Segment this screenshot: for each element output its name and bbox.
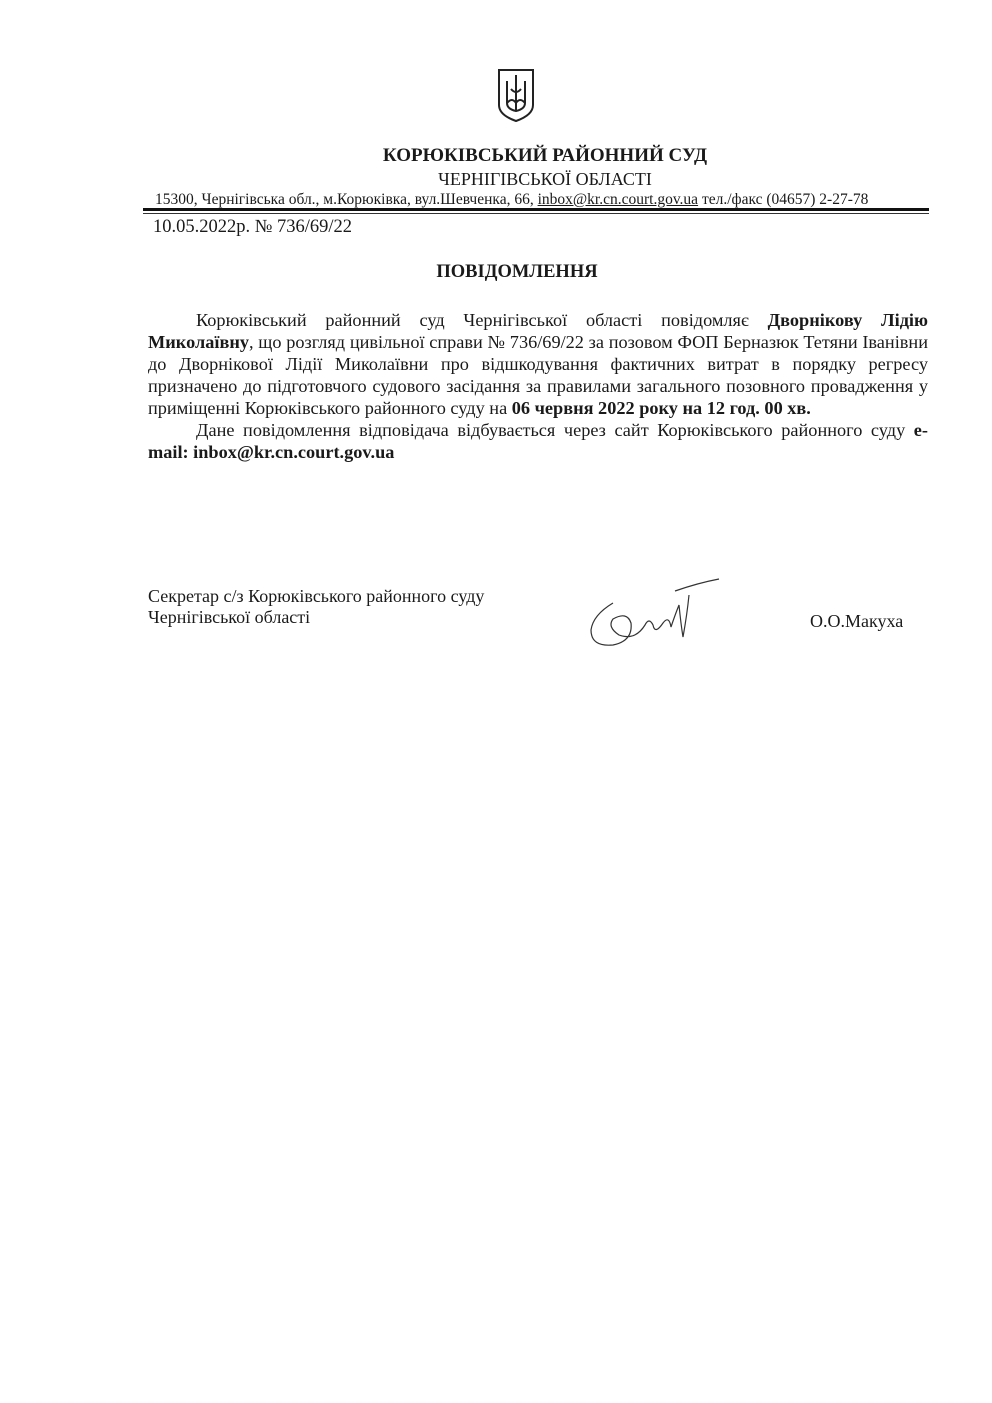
- header-rule-thick: [143, 208, 929, 211]
- court-region: ЧЕРНІГІВСЬКОЇ ОБЛАСТІ: [438, 169, 652, 189]
- signatory-name: О.О.Макуха: [810, 611, 904, 631]
- text: Корюківський районний суд Чернігівської області повідомляє: [196, 310, 768, 330]
- text: Дане повідомлення відповідача відбувається через сайт Корюківського районного суду: [196, 420, 914, 440]
- paragraph-2: [148, 419, 928, 463]
- paragraph-1: [148, 309, 928, 419]
- position-line: Секретар с/з Корюківського районного суду: [148, 586, 485, 606]
- court-name: КОРЮКІВСЬКИЙ РАЙОННИЙ СУД: [382, 145, 708, 166]
- document-body: [148, 309, 928, 463]
- document-reference: 10.05.2022р. № 736/69/22: [153, 217, 353, 237]
- coat-of-arms-icon: [496, 67, 536, 123]
- position-line: Чернігівської області: [148, 607, 311, 627]
- document-heading: ПОВІДОМЛЕННЯ: [436, 262, 598, 282]
- addressee-name: Дворнікову Лідію Миколаївну: [148, 310, 928, 352]
- court-email: e-mail: inbox@kr.cn.court.gov.ua: [148, 420, 928, 462]
- phone-text: тел./факс (04657) 2-27-78: [698, 191, 869, 208]
- hearing-datetime: 06 червня 2022 року на 12 год. 00 хв.: [511, 398, 811, 418]
- text: , що розгляд цивільної справи № 736/69/22 за позовом ФОП Берназюк Тетяни Іванівни до Дворнікової Лідії Миколаївни про відшкодування фактичних витрат в порядку регресу призначено до підготовчого судового засідання за правилами загального позовного провадження у приміщенні Корюківського районного суду на: [148, 332, 928, 418]
- email-link[interactable]: inbox@kr.cn.court.gov.ua: [537, 191, 699, 208]
- court-address: [155, 191, 868, 209]
- address-text: 15300, Чернігівська обл., м.Корюківка, вул.Шевченка, 66,: [155, 191, 538, 208]
- header-rule-thin: [143, 213, 929, 214]
- signatory-position: [148, 586, 484, 628]
- handwritten-signature: [583, 575, 723, 660]
